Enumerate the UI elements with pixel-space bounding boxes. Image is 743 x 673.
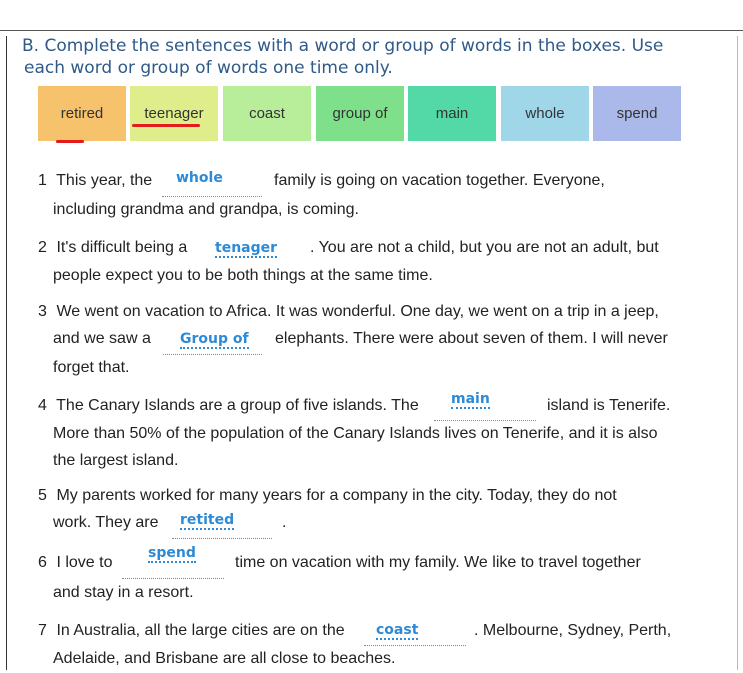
question-text: . [282,514,287,531]
answer-5[interactable]: retited [180,512,235,528]
top-rule [0,30,743,31]
question-text: work. They are [53,514,159,531]
question-text: Adelaide, and Brisbane are all close to beaches. [53,650,396,667]
question-text: and we saw a [53,330,151,347]
red-underline-mark [56,140,84,143]
red-underline-teenager [132,124,200,127]
question-4 [38,392,419,420]
word-label: main [435,105,469,122]
question-5 [38,482,617,510]
word-label: group of [332,105,388,122]
question-text: The Canary Islands are a group of five islands. The [56,397,419,414]
instructions [22,35,722,79]
question-text: and stay in a resort. [53,584,194,601]
question-text: We went on vacation to Africa. It was wonderful. One day, we went on a trip in a jeep, [56,303,659,320]
question-3 [38,298,659,326]
word-box-spend[interactable] [593,86,681,141]
word-label: teenager [144,105,204,122]
question-number: 5 [38,487,47,504]
right-border [737,36,738,670]
question-text: This year, the [56,172,153,189]
answer-blank-5 [172,538,272,539]
question-text: In Australia, all the large cities are on the [56,622,345,639]
question-number: 4 [38,397,47,414]
question-text: the largest island. [53,452,179,469]
question-text: . You are not a child, but you are not an adult, but [310,239,659,256]
question-text: including grandma and grandpa, is coming. [53,201,359,218]
instruction-line-1: B. Complete the sentences with a word or group of words in the boxes. Use [22,36,664,56]
answer-6[interactable]: spend [148,545,196,561]
question-text: family is going on vacation together. Everyone, [274,172,605,189]
question-text: time on vacation with my family. We like to travel together [235,554,641,571]
question-number: 1 [38,172,47,189]
answer-1[interactable]: whole [176,170,223,186]
word-label: retired [60,105,104,122]
question-2 [38,234,187,262]
question-text: people expect you to be both things at the same time. [53,267,433,284]
left-border [6,36,7,670]
question-text: island is Tenerife. [547,397,671,414]
answer-3[interactable]: Group of [180,331,249,347]
word-box-teenager[interactable] [130,86,218,141]
question-number: 6 [38,554,47,571]
word-box-main[interactable] [408,86,496,141]
question-1 [38,167,152,195]
word-box-whole[interactable] [501,86,589,141]
question-text: My parents worked for many years for a company in the city. Today, they do not [56,487,617,504]
word-box-retired[interactable] [38,86,126,141]
question-number: 3 [38,303,47,320]
question-number: 2 [38,239,47,256]
question-7 [38,617,345,645]
question-text: I love to [56,554,113,571]
instruction-line-2: each word or group of words one time only. [24,58,393,78]
answer-2[interactable]: tenager [215,240,278,256]
question-text: It's difficult being a [56,239,188,256]
question-6 [38,549,112,577]
answer-4[interactable]: main [451,391,490,407]
answer-7[interactable]: coast [376,622,419,638]
question-number: 7 [38,622,47,639]
word-label: whole [525,105,565,122]
question-text: elephants. There were about seven of them. I will never [275,330,668,347]
word-box-coast[interactable] [223,86,311,141]
question-text: More than 50% of the population of the Canary Islands lives on Tenerife, and it is also [53,425,658,442]
question-text: forget that. [53,359,130,376]
word-label: coast [249,105,285,122]
question-text: . Melbourne, Sydney, Perth, [474,622,672,639]
word-label: spend [616,105,658,122]
answer-blank-3 [163,354,262,355]
word-box-group-of[interactable] [316,86,404,141]
